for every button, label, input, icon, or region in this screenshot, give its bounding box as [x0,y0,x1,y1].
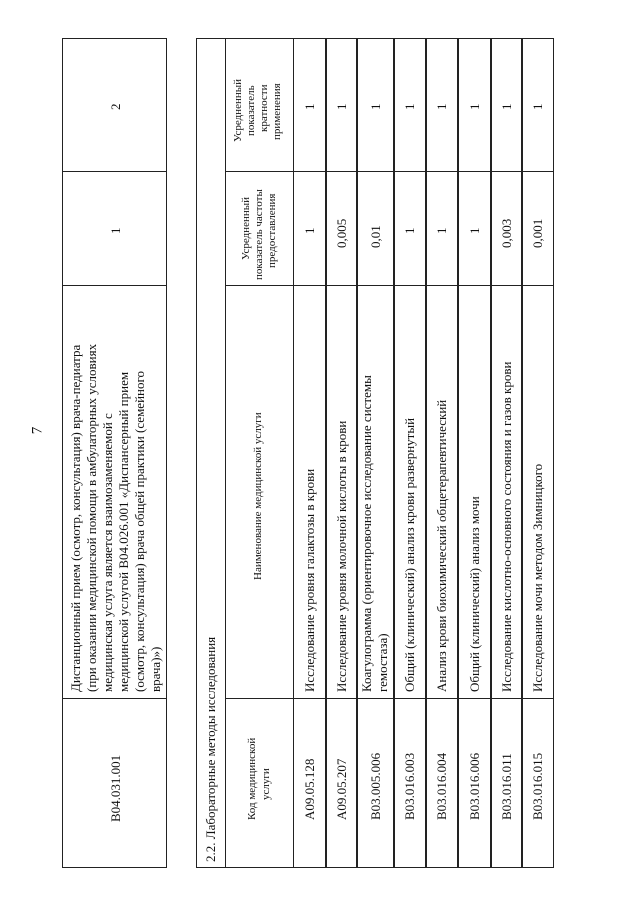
row-code: B03.005.006 [368,752,383,820]
row-frequency: 1 [434,227,449,234]
row-name: Исследование кислотно-основного состояния и газов крови [499,361,514,692]
row-frequency: 1 [402,227,417,234]
row-code: B03.016.004 [434,752,449,820]
row-frequency: 1 [467,227,482,234]
row-multiplicity: 1 [402,103,417,110]
header-multiplicity-line: показатель [245,85,257,136]
header-frequency-line: предоставления [266,193,278,268]
row-name: Общий (клинический) анализ мочи [467,496,482,692]
table1-name-line: (при оказании медицинской помощи в амбулаторных условиях [84,343,99,692]
row-name: Исследование уровня галактозы в крови [302,468,317,692]
header-multiplicity-line: Усредненный [232,78,244,142]
row-multiplicity: 1 [434,103,449,110]
table1-name-line: врача)») [148,646,163,692]
header-name: Наименование медицинской услуги [252,412,264,580]
row-multiplicity: 1 [499,103,514,110]
row-name: Анализ крови биохимический общетерапевтический [434,399,449,692]
row-name: Исследование уровня молочной кислоты в крови [334,420,349,692]
row-code: A09.05.128 [302,758,317,820]
row-multiplicity: 1 [368,103,383,110]
row-code: B03.016.015 [530,752,545,820]
row-code: B03.016.006 [467,752,482,820]
row-multiplicity: 1 [302,103,317,110]
table1-code: B04.031.001 [108,754,123,822]
row-frequency: 0,01 [368,225,383,248]
table1-name-line: Дистанционный прием (осмотр, консультация) врача-педиатра [68,344,83,692]
row-name-line: Коагулограмма (ориентировочное исследование системы [359,375,374,692]
section-title: 2.2. Лабораторные методы исследования [203,636,218,862]
row-code: B03.016.011 [499,753,514,820]
header-frequency-line: показатель частоты [253,189,265,280]
row-multiplicity: 1 [334,103,349,110]
row-frequency: 0,001 [530,218,545,248]
table1-frequency: 1 [108,227,123,234]
row-frequency: 0,005 [334,218,349,248]
page-number: 7 [29,426,46,435]
header-code-line: Код медицинской [246,737,258,820]
table1-name-line: медицинской услугой B04.026.001 «Диспансерный прием [116,371,131,692]
header-code-line: услуги [260,768,272,800]
header-multiplicity-line: кратности [258,84,270,132]
table1-name-line: медицинская услуга является взаимозаменяемой с [100,413,115,692]
row-name: Исследование мочи методом Зимницкого [530,463,545,692]
row-frequency: 0,003 [499,218,514,248]
table1-name-line: (осмотр, консультация) врача общей практики (семейного [132,371,147,692]
row-name: Общий (клинический) анализ крови развернутый [402,417,417,692]
table1-multiplicity: 2 [108,103,123,110]
row-code: A09.05.207 [334,758,349,820]
row-code: B03.016.003 [402,752,417,820]
row-name-line: гемостаза) [375,633,390,692]
row-frequency: 1 [302,227,317,234]
header-frequency-line: Усредненный [240,196,252,260]
row-multiplicity: 1 [530,103,545,110]
header-multiplicity-line: применения [271,83,283,140]
row-multiplicity: 1 [467,103,482,110]
